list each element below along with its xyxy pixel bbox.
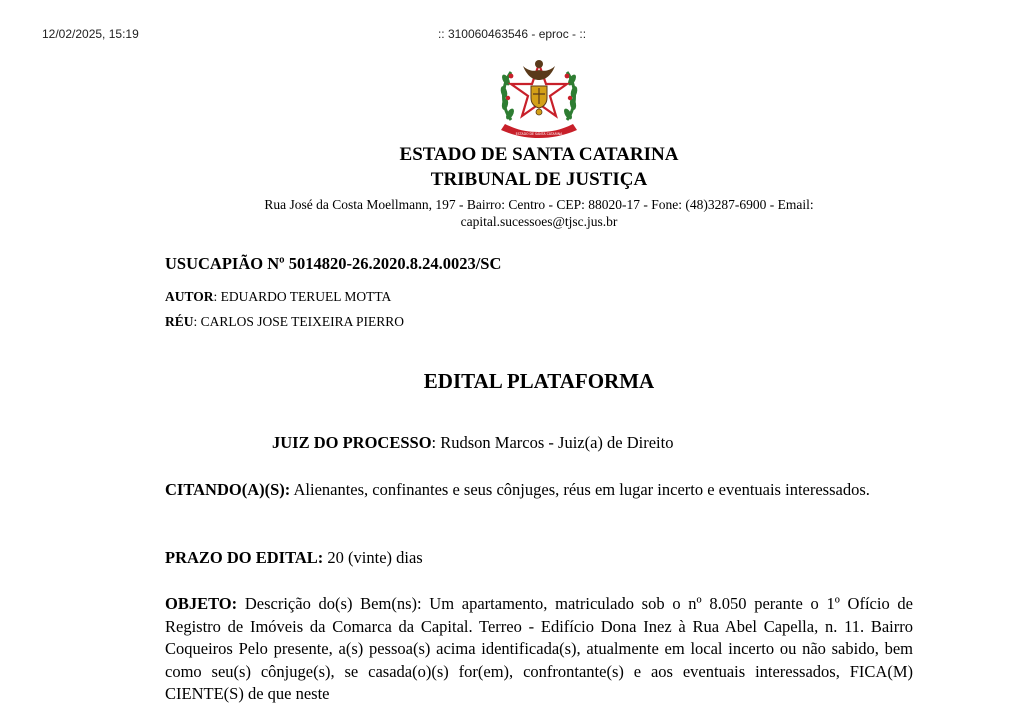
defendant-label: RÉU <box>165 314 194 329</box>
case-number: USUCAPIÃO Nº 5014820-26.2020.8.24.0023/SC <box>165 254 502 273</box>
citando-text: Alienantes, confinantes e seus cônjuges, réus em lugar incerto e eventuais interessados. <box>290 480 870 499</box>
print-date: 12/02/2025, 15:19 <box>42 27 139 41</box>
defendant-name: : CARLOS JOSE TEIXEIRA PIERRO <box>193 314 405 329</box>
plaintiff-name: : EDUARDO TERUEL MOTTA <box>213 289 392 304</box>
judge-name: : Rudson Marcos - Juiz(a) de Direito <box>431 433 674 452</box>
objeto-text: Descrição do(s) Bem(ns): Um apartamento, matriculado sob o nº 8.050 perante o 1º Ofício de Registro de Imóveis da Comarca da Capital. Terreo - Edifício Dona Inez à Rua Abel Capella, n. 11. Bairro Coqueiros Pelo presente, a(s) pessoa(s) acima identificada(s), atualmente em local incerto ou não sabido, bem como seu(s) cônjuge(s), se casada(o)(s) for(em), confrontante(s) e aos eventuais interessados, FICA(M) CIENTE(S) de que neste <box>165 594 913 704</box>
judge-line <box>272 433 673 453</box>
judge-label: JUIZ DO PROCESSO <box>272 433 432 452</box>
prazo-paragraph <box>165 547 913 570</box>
prazo-text: 20 (vinte) dias <box>323 548 423 567</box>
court-email: capital.sucessoes@tjsc.jus.br <box>460 214 618 229</box>
objeto-label: OBJETO: <box>165 594 238 613</box>
edital-title: EDITAL PLATAFORMA <box>423 369 655 393</box>
citando-label: CITANDO(A)(S): <box>165 480 291 499</box>
defendant-line <box>165 314 913 330</box>
plaintiff-line <box>165 289 913 305</box>
court-name: TRIBUNAL DE JUSTIÇA <box>430 169 648 190</box>
citando-paragraph <box>165 479 913 502</box>
prazo-label: PRAZO DO EDITAL: <box>165 548 324 567</box>
court-address-line1: Rua José da Costa Moellmann, 197 - Bairro: Centro - CEP: 88020-17 - Fone: (48)3287-6900 - Email: <box>264 197 814 212</box>
state-coat-of-arms-icon <box>497 50 581 138</box>
objeto-paragraph <box>165 593 913 706</box>
process-reference: :: 310060463546 - eproc - :: <box>437 27 587 41</box>
state-name: ESTADO DE SANTA CATARINA <box>399 144 679 165</box>
seal-ribbon-text: ESTADO DE SANTA CATARINA <box>515 132 563 136</box>
plaintiff-label: AUTOR <box>165 289 214 304</box>
